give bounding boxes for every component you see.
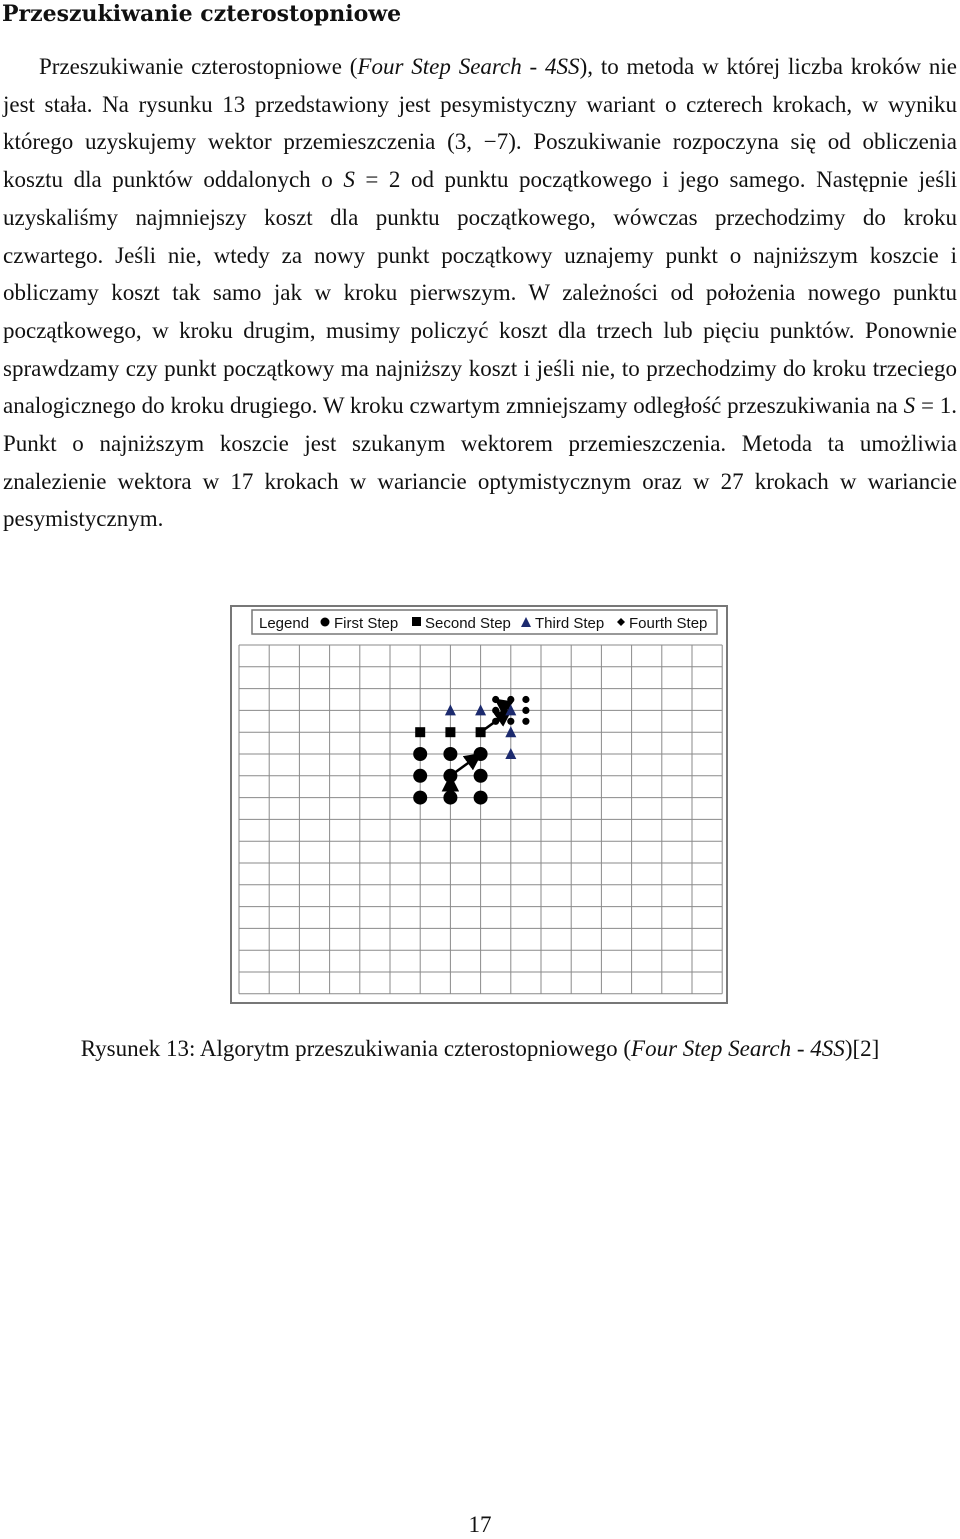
figure-caption <box>0 1036 960 1062</box>
fourth-step-point <box>522 696 529 703</box>
first-step-point <box>474 769 488 783</box>
paragraph-emphasis-2: S <box>343 167 355 193</box>
legend-first-marker <box>321 618 330 627</box>
first-step-point <box>413 791 427 805</box>
fourth-step-point <box>507 696 514 703</box>
page-number: 17 <box>468 1512 492 1537</box>
fourth-step-point <box>492 718 499 725</box>
first-step-point <box>413 769 427 783</box>
legend-title: Legend <box>259 615 310 632</box>
second-step-point <box>415 727 425 737</box>
fourth-step-point <box>522 707 529 714</box>
first-step-point <box>443 747 457 761</box>
paragraph-text-1: Przeszukiwanie czterostopniowe ( <box>39 54 358 79</box>
first-step-point <box>443 791 457 805</box>
paragraph-text-2: ), to metoda w której liczba kroków nie jest stała. Na rysunku 13 przedstawiony jest pesymistyczny wariant o czterech krokach, w wyniku którego uzyskujemy wektor przemieszczenia (3, −7). Poszukiwanie rozpoczyna się od obliczenia kosztu dla punktów oddalonych o <box>3 54 957 193</box>
caption-emphasis: Four Step Search - 4SS <box>631 1036 845 1061</box>
legend-third-label: Third Step <box>535 615 605 632</box>
first-step-point <box>443 769 457 783</box>
paragraph-emphasis-3: S <box>903 393 916 419</box>
caption-suffix: )[2] <box>844 1036 880 1061</box>
fourth-step-point <box>492 707 499 714</box>
first-step-point <box>474 747 488 761</box>
caption-prefix: Rysunek 13: Algorytm przeszukiwania czterostopniowego ( <box>80 1036 632 1061</box>
legend-first-label: First Step <box>334 615 399 632</box>
paragraph-emphasis-1: Four Step Search - 4SS <box>357 54 580 79</box>
paragraph-text-4: = 1. Punkt o najniższym koszcie jest szukanym wektorem przemieszczenia. Metoda ta umożliwia znalezienie wektora w 17 krokach w wariancie optymistycznym oraz w 27 krokach w wariancie pesymistycznym. <box>3 393 957 532</box>
fourth-step-point <box>522 718 529 725</box>
fourth-step-point <box>507 718 514 725</box>
paragraph-text-3: = 2 od punktu początkowego i jego samego. Następnie jeśli uzyskaliśmy najmniejszy koszt dla punktu początkowego, wówczas przechodzimy do kroku czwartego. Jeśli nie, wtedy za nowy punkt początkowy uznajemy punkt o najniższym koszcie i obliczamy koszt tak samo jak w kroku pierwszym. W zależności od położenia nowego punktu początkowego, w kroku drugim, musimy policzyć koszt dla trzech lub pięciu punktów. Ponownie sprawdzamy czy punkt początkowy ma najniższy koszt i jeśli nie, to przechodzimy do kroku trzeciego analogicznego do kroku drugiego. W kroku czwartym zmniejszamy odległość przeszukiwania na <box>3 167 957 419</box>
first-step-point <box>474 791 488 805</box>
section-heading: Przeszukiwanie czterostopniowe <box>2 1 402 27</box>
fourth-step-point <box>492 696 499 703</box>
legend-second-label: Second Step <box>425 615 511 632</box>
figure-frame <box>231 606 727 1003</box>
legend-second-marker <box>412 617 421 626</box>
legend-fourth-label: Fourth Step <box>629 615 708 632</box>
first-step-point <box>413 747 427 761</box>
second-step-point <box>445 727 455 737</box>
second-step-point <box>476 727 486 737</box>
